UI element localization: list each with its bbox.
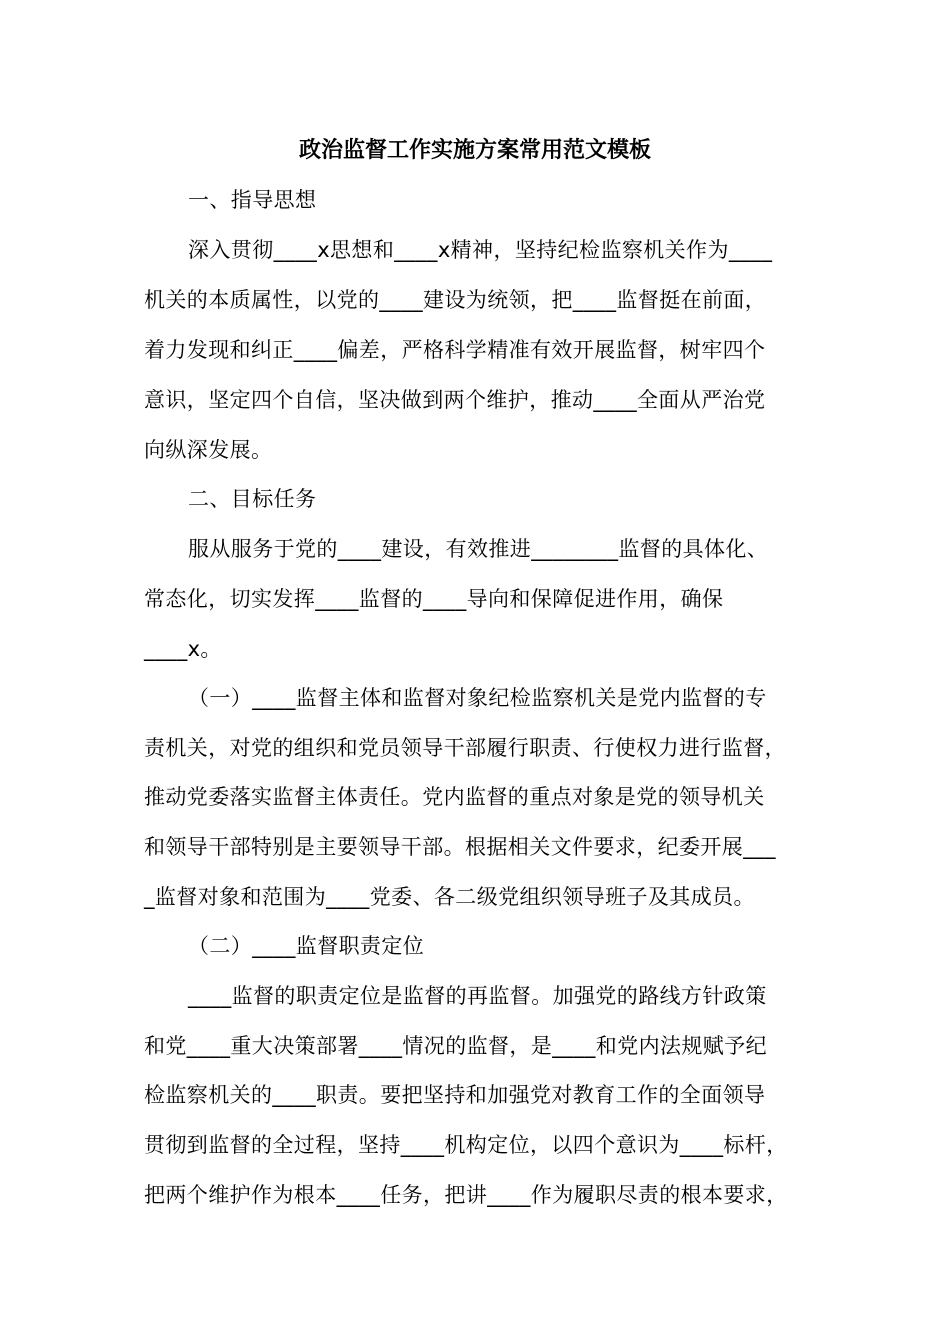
subsection-heading: （二）____监督职责定位 (188, 934, 425, 958)
paragraph-line: _监督对象和范围为____党委、各二级党组织领导班子及其成员。 (144, 885, 755, 909)
paragraph-line: ____x。 (144, 637, 222, 661)
document-title: 政治监督工作实施方案常用范文模板 (298, 138, 651, 163)
paragraph-line: 意识，坚定四个自信，坚决做到两个维护，推动____全面从严治党 (144, 388, 766, 412)
paragraph-line: 推动党委落实监督主体责任。党内监督的重点对象是党的领导机关 (144, 785, 765, 809)
paragraph-line: 检监察机关的____职责。要把坚持和加强党对教育工作的全面领导 (144, 1083, 766, 1107)
paragraph-line: 向纵深发展。 (144, 438, 273, 462)
paragraph-line: 贯彻到监督的全过程，坚持____机构定位，以四个意识为____标杆， (144, 1133, 788, 1157)
paragraph-line: 常态化，切实发挥____监督的____导向和保障促进作用，确保 (144, 587, 724, 611)
paragraph-line: 和党____重大决策部署____情况的监督，是____和党内法规赋予纪 (144, 1034, 767, 1058)
paragraph-line: 服从服务于党的____建设，有效推进________监督的具体化、 (188, 537, 769, 561)
paragraph-line: 把两个维护作为根本____任务，把讲____作为履职尽责的根本要求， (144, 1183, 788, 1207)
paragraph-line: （一）____监督主体和监督对象纪检监察机关是党内监督的专 (188, 686, 767, 710)
paragraph-line: 着力发现和纠正____偏差，严格科学精准有效开展监督，树牢四个 (144, 338, 766, 362)
section-heading: 一、指导思想 (188, 188, 317, 212)
paragraph-line: ____监督的职责定位是监督的再监督。加强党的路线方针政策 (188, 984, 767, 1008)
paragraph-line: 责机关，对党的组织和党员领导干部履行职责、行使权力进行监督， (144, 736, 786, 760)
paragraph-line: 和领导干部特别是主要领导干部。根据相关文件要求，纪委开展___ (144, 835, 776, 859)
paragraph-line: 机关的本质属性，以党的____建设为统领，把____监督挺在前面， (144, 288, 767, 312)
section-heading: 二、目标任务 (188, 487, 317, 511)
paragraph-line: 深入贯彻____x思想和____x精神，坚持纪检监察机关作为____ (188, 238, 773, 262)
